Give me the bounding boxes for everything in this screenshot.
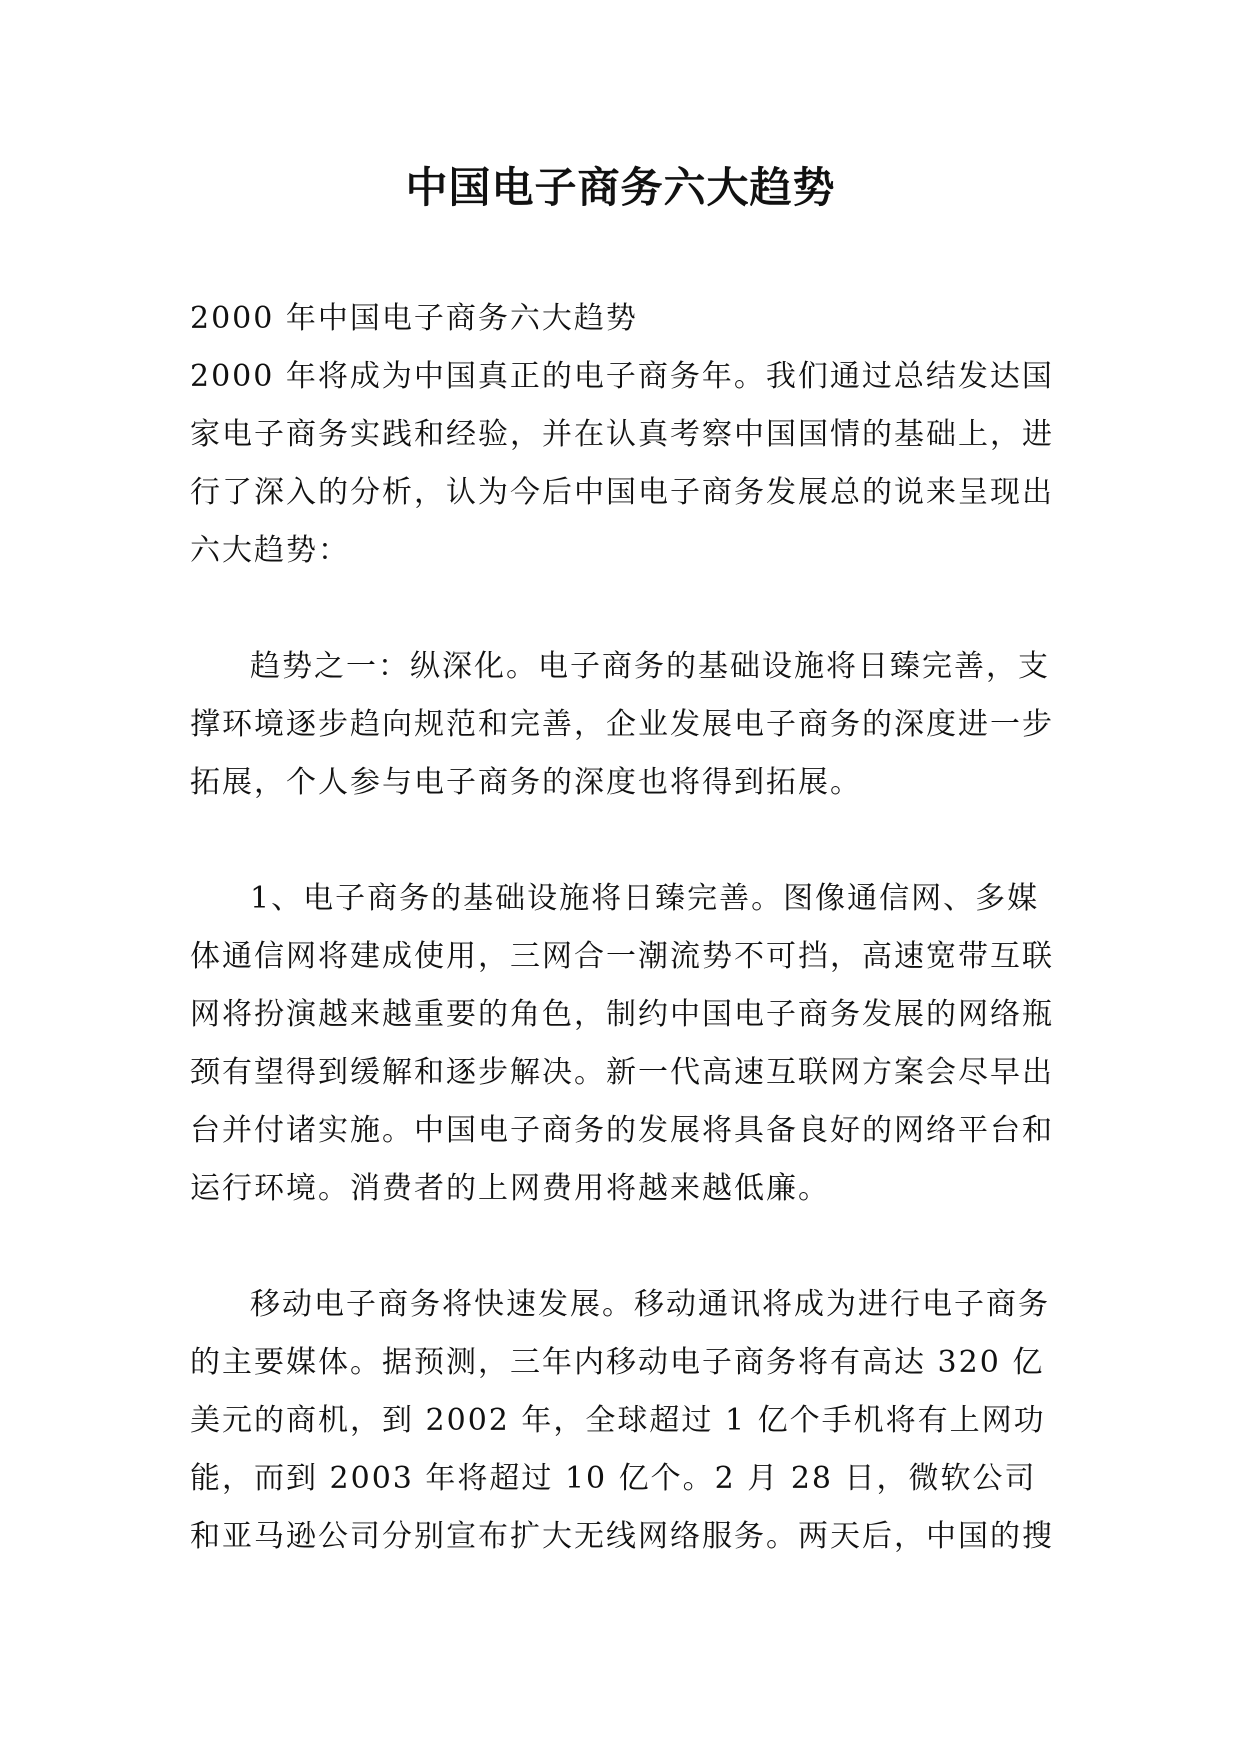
paragraph-intro: 2000 年将成为中国真正的电子商务年。我们通过总结发达国家电子商务实践和经验，并在认真考察中国国情的基础上，进行了深入的分析，认为今后中国电子商务发展总的说来呈现出六大趋势： (190, 359, 1054, 568)
document-title: 中国电子商务六大趋势 (405, 163, 836, 212)
paragraph-trend-one: 趋势之一：纵深化。电子商务的基础设施将日臻完善，支撑环境逐步趋向规范和完善，企业发展电子商务的深度进一步拓展，个人参与电子商务的深度也将得到拓展。 (190, 649, 1054, 800)
paragraph-subtitle: 2000 年中国电子商务六大趋势 (190, 301, 638, 336)
paragraph-mobile-commerce: 移动电子商务将快速发展。移动通讯将成为进行电子商务的主要媒体。据预测，三年内移动电子商务将有高达 320 亿美元的商机，到 2002 年，全球超过 1 亿个手机将有上网功能，而到 2003 年将超过 10 亿个。2 月 28 日，微软公司和亚马逊公司分别宣布扩大无线网络服务。两天后，中国的搜 (190, 1287, 1054, 1554)
paragraph-infrastructure: 1、电子商务的基础设施将日臻完善。图像通信网、多媒体通信网将建成使用，三网合一潮流势不可挡，高速宽带互联网将扮演越来越重要的角色，制约中国电子商务发展的网络瓶颈有望得到缓解和逐步解决。新一代高速互联网方案会尽早出台并付诸实施。中国电子商务的发展将具备良好的网络平台和运行环境。消费者的上网费用将越来越低廉。 (190, 881, 1054, 1206)
document-body (190, 290, 1060, 1566)
